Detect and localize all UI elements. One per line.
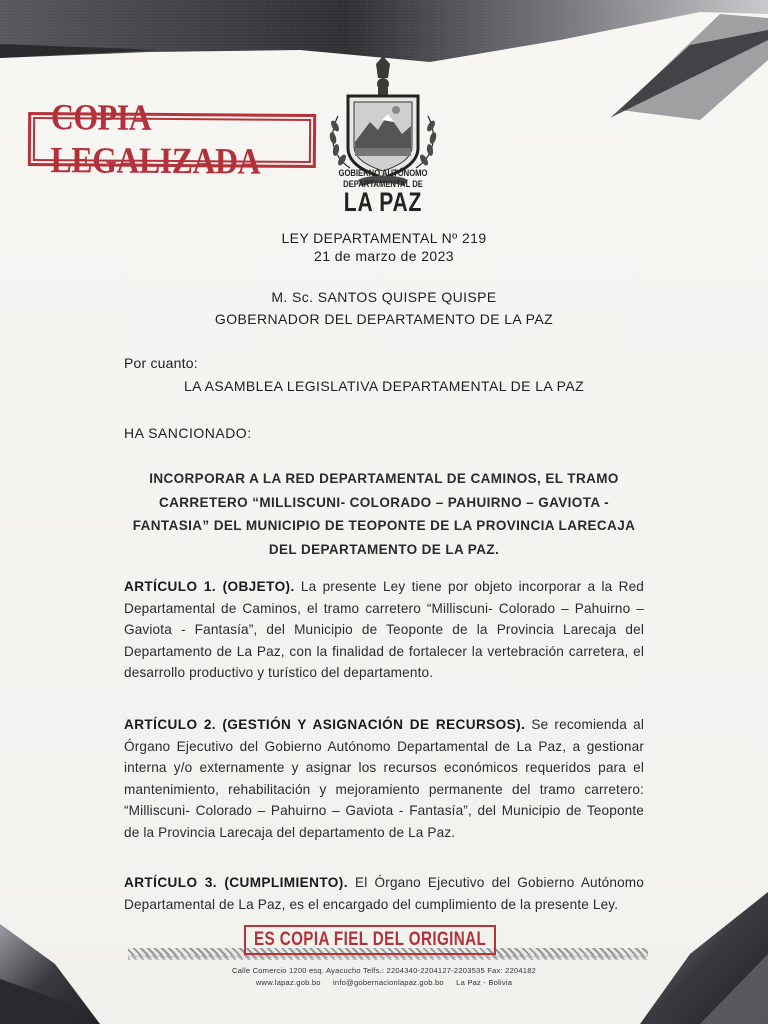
governor-name: M. Sc. SANTOS QUISPE QUISPE: [271, 289, 497, 305]
article-2-text: Se recomienda al Órgano Ejecutivo del Gobierno Autónomo Departamental de La Paz, a gestionar interna y/o externamente y asignar los recursos económicos requeridos para el mantenimiento, rehabilitación y mejoramiento permanente del tramo carretero: “Milliscuni- Colorado – Pahuirno – Gaviota - Fantasía”, del Municipio de Teoponte de la Provincia Larecaja del departamento de La Paz.: [124, 717, 644, 840]
footer-city: La Paz - Bolivia: [456, 978, 513, 987]
institution-line-1: GOBIERNO AUTÓNOMO: [338, 168, 428, 178]
law-title: LEY DEPARTAMENTAL Nº 219: [281, 230, 487, 246]
governor-title: GOBERNADOR DEL DEPARTAMENTO DE LA PAZ: [214, 311, 554, 327]
article-3-heading: ARTÍCULO 3. (CUMPLIMIENTO).: [124, 875, 348, 890]
article-1: [124, 576, 644, 684]
footer-divider-secondary: [128, 955, 648, 960]
institution-line-3: LA PAZ: [343, 187, 423, 217]
assembly-name: LA ASAMBLEA LEGISLATIVA DEPARTAMENTAL DE LA PAZ: [183, 378, 585, 394]
footer-contacts: [0, 978, 768, 987]
law-date: 21 de marzo de 2023: [314, 248, 454, 264]
footer-address: Calle Comercio 1200 esq. Ayacucho Telfs.: 2204340-2204127-2203535 Fax: 2204182: [231, 966, 537, 975]
por-cuanto-label: Por cuanto:: [124, 355, 198, 371]
article-2: [124, 714, 644, 843]
article-1-heading: ARTÍCULO 1. (OBJETO).: [124, 579, 295, 594]
institution-line-2: DEPARTAMENTAL DE: [343, 178, 423, 189]
copia-legalizada-stamp: [28, 97, 316, 183]
sanctioned-label: HA SANCIONADO:: [124, 425, 252, 441]
article-3: [124, 872, 644, 915]
institution-name: [318, 168, 448, 215]
article-3-text: El Órgano Ejecutivo del Gobierno Autónomo Departamental de La Paz, es el encargado del cumplimiento de la presente Ley.: [124, 875, 644, 912]
stamp-fiel-text: ES COPIA FIEL DEL ORIGINAL: [254, 929, 487, 950]
copia-fiel-stamp: [244, 925, 496, 955]
law-subject: INCORPORAR A LA RED DEPARTAMENTAL DE CAMINOS, EL TRAMO CARRETERO “MILLISCUNI- COLORADO – PAHUIRNO – GAVIOTA - FANTASIA” DEL MUNICIPIO DE TEOPONTE DE LA PROVINCIA LARECAJA DEL DEPARTAMENTO DE LA PAZ.: [132, 471, 636, 557]
article-2-heading: ARTÍCULO 2. (GESTIÓN Y ASIGNACIÓN DE RECURSOS).: [124, 717, 526, 732]
footer-website: www.lapaz.gob.bo: [255, 978, 321, 987]
footer-email: info@gobernacionlapaz.gob.bo: [333, 978, 444, 987]
article-1-text: La presente Ley tiene por objeto incorporar a la Red Departamental de Caminos, el tramo carretero “Milliscuni- Colorado – Pahuirno – Gaviota - Fantasía”, del Municipio de Teoponte de la Provincia Larecaja del Departamento de La Paz, con la finalidad de fortalecer la vertebración carretera, el desarrollo productivo y turístico del departamento.: [124, 579, 645, 680]
stamp-text: COPIA LEGALIZADA: [50, 97, 261, 183]
